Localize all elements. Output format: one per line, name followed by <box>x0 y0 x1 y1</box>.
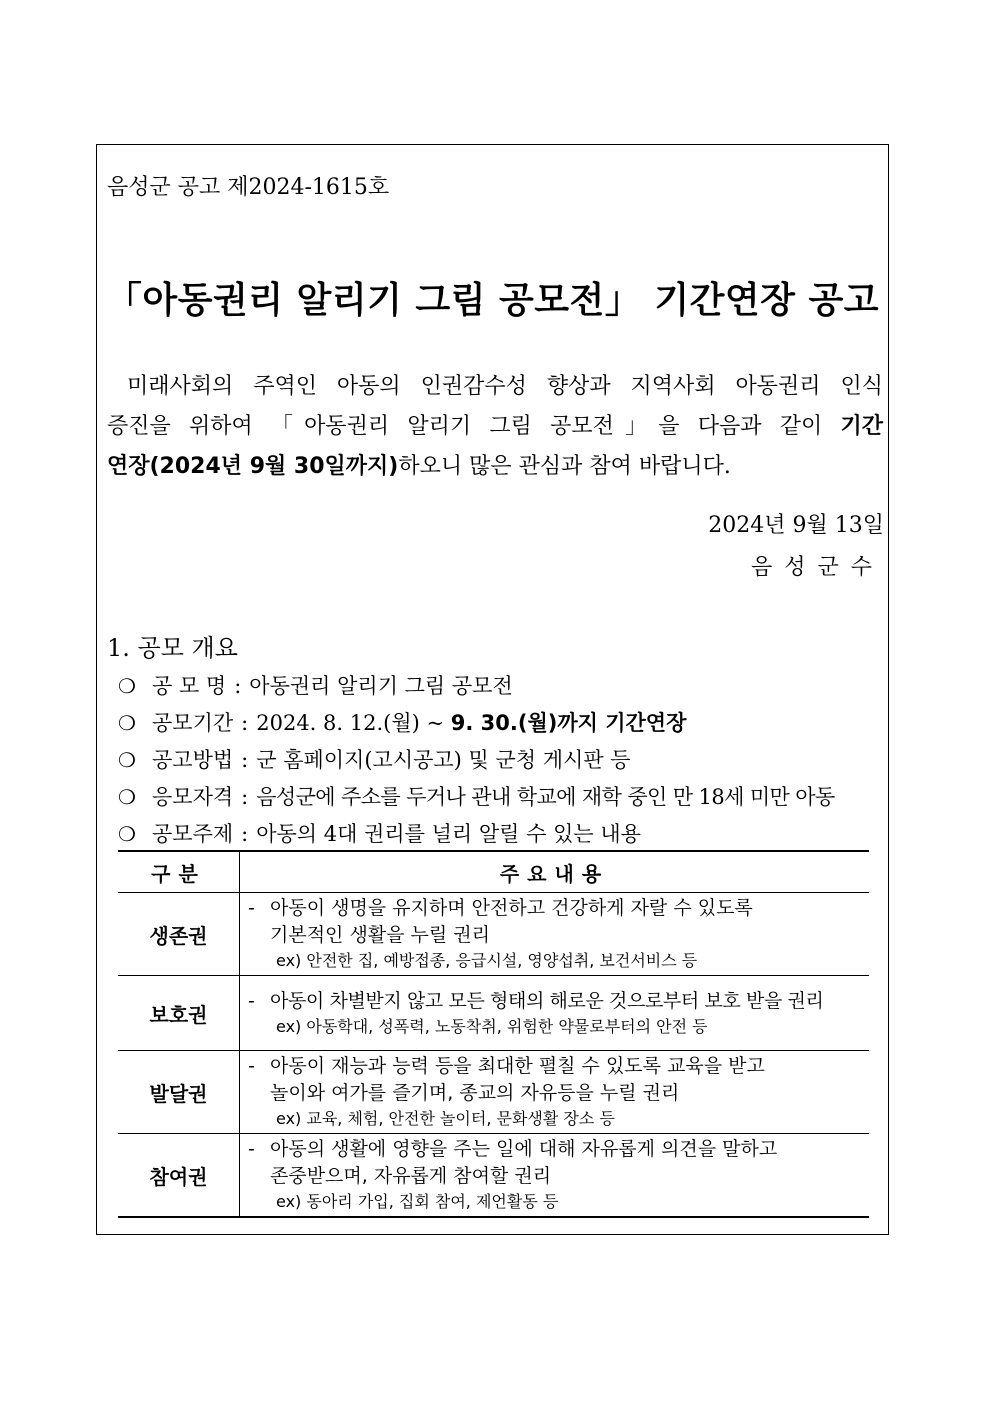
circle-bullet-icon: ❍ <box>118 711 136 735</box>
content-line <box>248 1163 861 1190</box>
content-example: ex) 교육, 체험, 안전한 놀이터, 문화생활 장소 등 <box>276 1109 615 1128</box>
content-example: ex) 동아리 가입, 집회 참여, 제언활동 등 <box>276 1192 559 1211</box>
row-content <box>240 1134 870 1218</box>
dash-spacer <box>248 1163 270 1190</box>
content-text: 아동이 재능과 능력 등을 최대한 펼칠 수 있도록 교육을 받고 <box>270 1055 765 1077</box>
intro-line-3 <box>107 447 883 487</box>
content-example: ex) 안전한 집, 예방접종, 응급시설, 영양섭취, 보건서비스 등 <box>276 951 698 970</box>
intro-line-1-text: 미래사회의 주역인 아동의 인권감수성 향상과 지역사회 아동권리 인식 <box>126 374 883 399</box>
intro-emphasis-2: 연장(2024년 9월 30일까지) <box>107 454 399 479</box>
row-category: 발달권 <box>118 1051 240 1134</box>
intro-line-3-text: 하오니 많은 관심과 참여 바랍니다. <box>398 454 731 479</box>
overview-label: 공모기간 <box>152 711 234 735</box>
overview-value: 군 홈페이지(고시공고) 및 군청 게시판 등 <box>256 748 631 772</box>
notice-date: 2024년 9월 13일 <box>708 513 884 538</box>
row-content <box>240 1051 870 1134</box>
dash-marker: - <box>248 897 255 919</box>
content-text: 존중받으며, 자유롭게 참여할 권리 <box>270 1165 552 1187</box>
signer: 음성군수 <box>750 555 884 580</box>
circle-bullet-icon: ❍ <box>118 748 136 772</box>
circle-bullet-icon: ❍ <box>118 785 136 809</box>
intro-line-1 <box>107 367 883 407</box>
separator: : <box>241 785 249 809</box>
overview-value-emphasis: 9. 30.(월)까지 기간연장 <box>450 711 687 735</box>
row-content <box>240 976 870 1051</box>
separator: : <box>241 748 249 772</box>
dash-spacer <box>248 922 270 949</box>
content-line <box>248 988 861 1015</box>
dash-marker: - <box>248 1138 255 1160</box>
section-title: 1. 공모 개요 <box>107 634 238 662</box>
overview-list <box>118 668 888 853</box>
row-category: 보호권 <box>118 976 240 1051</box>
content-line <box>248 1053 861 1080</box>
dash-marker: - <box>248 989 255 1012</box>
content-line <box>248 922 861 949</box>
overview-value: 음성군에 주소를 두거나 관내 학교에 재학 중인 만 18세 미만 아동 <box>256 785 835 809</box>
overview-label: 공고방법 <box>152 748 234 772</box>
intro-line-2-text: 증진을 위하여 「아동권리 알리기 그림 공모전」을 다음과 같이 <box>107 414 841 439</box>
header-content: 주요내용 <box>240 851 870 893</box>
intro-paragraph <box>107 367 883 487</box>
overview-value: 아동권리 알리기 그림 공모전 <box>249 674 513 698</box>
dash-marker: - <box>248 1055 255 1077</box>
notice-number: 음성군 공고 제2024-1615호 <box>107 175 390 200</box>
separator: : <box>241 822 249 846</box>
table-row <box>118 1051 869 1134</box>
table-row <box>118 976 869 1051</box>
dash-spacer <box>248 1080 270 1107</box>
row-content <box>240 893 870 976</box>
row-category: 생존권 <box>118 893 240 976</box>
overview-item-method <box>118 742 888 779</box>
intro-line-2 <box>107 407 883 447</box>
content-text: 아동의 생활에 영향을 주는 일에 대해 자유롭게 의견을 말하고 <box>270 1138 778 1160</box>
overview-item-theme <box>118 816 888 853</box>
page-title: 「아동권리 알리기 그림 공모전」 기간연장 공고 <box>105 280 880 321</box>
content-line <box>248 895 861 922</box>
table-row <box>118 1134 869 1218</box>
content-text: 기본적인 생활을 누릴 권리 <box>270 924 491 946</box>
overview-label: 공모주제 <box>152 822 234 846</box>
separator: : <box>234 674 242 698</box>
overview-value: 2024. 8. 12.(월) ~ <box>256 711 451 735</box>
content-text: 놀이와 여가를 즐기며, 종교의 자유등을 누릴 권리 <box>270 1082 680 1104</box>
table-row <box>118 893 869 976</box>
overview-item-period <box>118 705 888 742</box>
content-line <box>248 1136 861 1163</box>
separator: : <box>241 711 249 735</box>
overview-item-name <box>118 668 888 705</box>
row-category: 참여권 <box>118 1134 240 1218</box>
circle-bullet-icon: ❍ <box>118 674 136 698</box>
content-text: 아동이 생명을 유지하며 안전하고 건강하게 자랄 수 있도록 <box>270 897 753 919</box>
content-example: ex) 아동학대, 성폭력, 노동착취, 위험한 약물로부터의 안전 등 <box>276 1016 708 1036</box>
content-line <box>248 1080 861 1107</box>
header-category: 구분 <box>118 851 240 893</box>
table-header-row <box>118 851 869 893</box>
content-text: 아동이 차별받지 않고 모든 형태의 해로운 것으로부터 보호 받을 권리 <box>270 989 824 1012</box>
overview-value: 아동의 4대 권리를 널리 알릴 수 있는 내용 <box>256 822 641 846</box>
rights-table <box>118 850 869 1218</box>
intro-emphasis-1: 기간 <box>840 414 883 439</box>
overview-label: 응모자격 <box>152 785 234 809</box>
overview-item-eligibility <box>118 779 888 816</box>
overview-label: 공 모 명 <box>152 674 227 698</box>
circle-bullet-icon: ❍ <box>118 822 136 846</box>
